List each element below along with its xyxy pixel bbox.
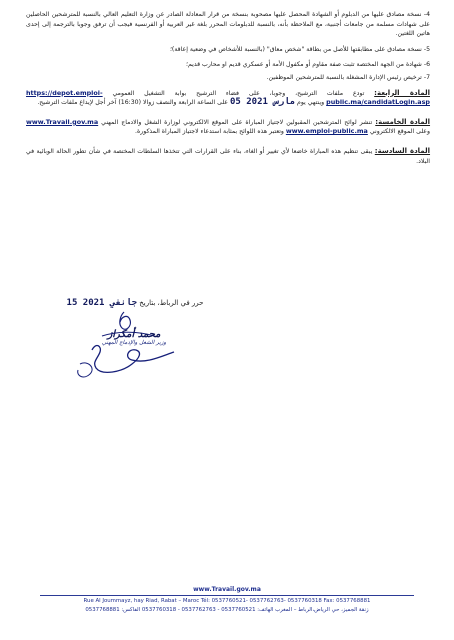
item-number: 4- bbox=[423, 11, 430, 18]
list-item-6 bbox=[26, 60, 430, 70]
item-number: 6- bbox=[423, 61, 430, 69]
article-4-before-date: وينتهي يوم bbox=[297, 99, 325, 107]
travail-link[interactable]: www.Travail.gov.ma bbox=[26, 117, 99, 126]
article-4-line3: والنصف زوالا (16:30) آخر أجل لإيداع ملفات الترشيح. bbox=[37, 99, 177, 107]
article-5-text3: وتعتبر هذه اللوائح بمثابة استدعاء لاجتياز المباراة المذكورة. bbox=[135, 128, 284, 136]
list-item-5 bbox=[26, 45, 430, 55]
article-5 bbox=[26, 118, 430, 137]
item-text: نسخة مصادق على مطابقتها للأصل من بطاقة "شخص معاق" (بالنسبة للأشخاص في وضعية إعاقة)؛ bbox=[169, 45, 422, 53]
footer-address-arabic: زنقة الجميز، حي الرياض،الرباط – المغرب الهاتف: 0537760521 - 0537762763 - 0537760318 الفاكس: 0537768881 bbox=[85, 607, 369, 613]
signer-block bbox=[74, 330, 194, 352]
closing-date-handwritten: 15 جانفي 2021 bbox=[66, 298, 137, 308]
article-4-title: المادة الرابعة: bbox=[374, 88, 430, 97]
article-6 bbox=[26, 147, 430, 166]
item-text: نسخة مصادق عليها من الدبلوم أو الشهادة المحصل عليها مصحوبة بنسخة من قرار المعادلة الصادر عن وزارة التعليم العالي بالنسبة للمترشحين الحاصلين على شهادات مسلمة من جامعات أجنبية، مع الملاحظة بأنه، بالنسبة للدبلومات المحرر بلغة غير العربية أو الفرنسية فيجب أن ترفق وجوبا بالترجمة إلى إحدى هاتين اللغتين. bbox=[26, 11, 430, 38]
signer-title: وزير الشغل والإدماج المهني bbox=[101, 340, 167, 346]
footer-divider bbox=[40, 595, 414, 596]
item-text: ترخيص رئيس الإدارة المشغلة بالنسبة للمترشحين الموظفين. bbox=[266, 73, 422, 81]
item-text: شهادة من الجهة المختصة تثبت صفة مقاوم أو مكفول الأمة أو عسكري قديم او محارب قديم؛ bbox=[186, 61, 422, 69]
deadline-date-handwritten: 05 مارس 2021 bbox=[229, 97, 296, 108]
footer-website[interactable]: www.Travail.gov.ma bbox=[193, 586, 261, 593]
article-5-title: المادة الخامسة: bbox=[375, 117, 431, 126]
closing-prefix: حرر في الرباط، بتاريخ bbox=[139, 299, 204, 307]
article-4-line1: تودع ملفات الترشيح، وجوبا، على فضاء الترشيح بوابة التشغيل العمومي bbox=[112, 89, 365, 97]
emploi-public-link[interactable]: www.emploi-public.ma bbox=[285, 127, 368, 136]
article-6-text: يبقى تنظيم هذه المباراة خاضعا لأي تغيير أو الغاء، بناء على القرارات التي تتخذها السلطات المختصة في شأن تطور الحالة الوبائية في البلاد. bbox=[26, 147, 430, 165]
item-number: 7- bbox=[423, 73, 430, 81]
item-number: 5- bbox=[423, 45, 430, 53]
document-body bbox=[26, 10, 430, 166]
signer-name-handwritten: محمد أمكراز bbox=[107, 329, 161, 340]
list-item-4 bbox=[26, 10, 430, 39]
candidature-link[interactable]: https://depot.emploi-public.ma/candidatLogin.asp bbox=[26, 88, 430, 107]
article-5-text2: وعلى الموقع الالكتروني bbox=[369, 128, 430, 136]
article-5-text1: تنشر لوائح المترشحين المقبولين لاجتياز المباراة على الموقع الالكتروني لوزارة الشغل والادماج المهني bbox=[101, 118, 373, 126]
footer-address-french: Rue Al Joummayz, hay Riad, Rabat – Maroc Tél: 0537760521- 0537762763- 0537760318 Fax: 0537768881 bbox=[83, 598, 371, 604]
list-item-7 bbox=[26, 73, 430, 83]
article-4 bbox=[26, 89, 430, 108]
article-4-after-date: على الساعة الرابعة bbox=[178, 99, 229, 107]
article-6-title: المادة السادسة: bbox=[374, 146, 431, 155]
letterhead-footer bbox=[0, 586, 454, 640]
